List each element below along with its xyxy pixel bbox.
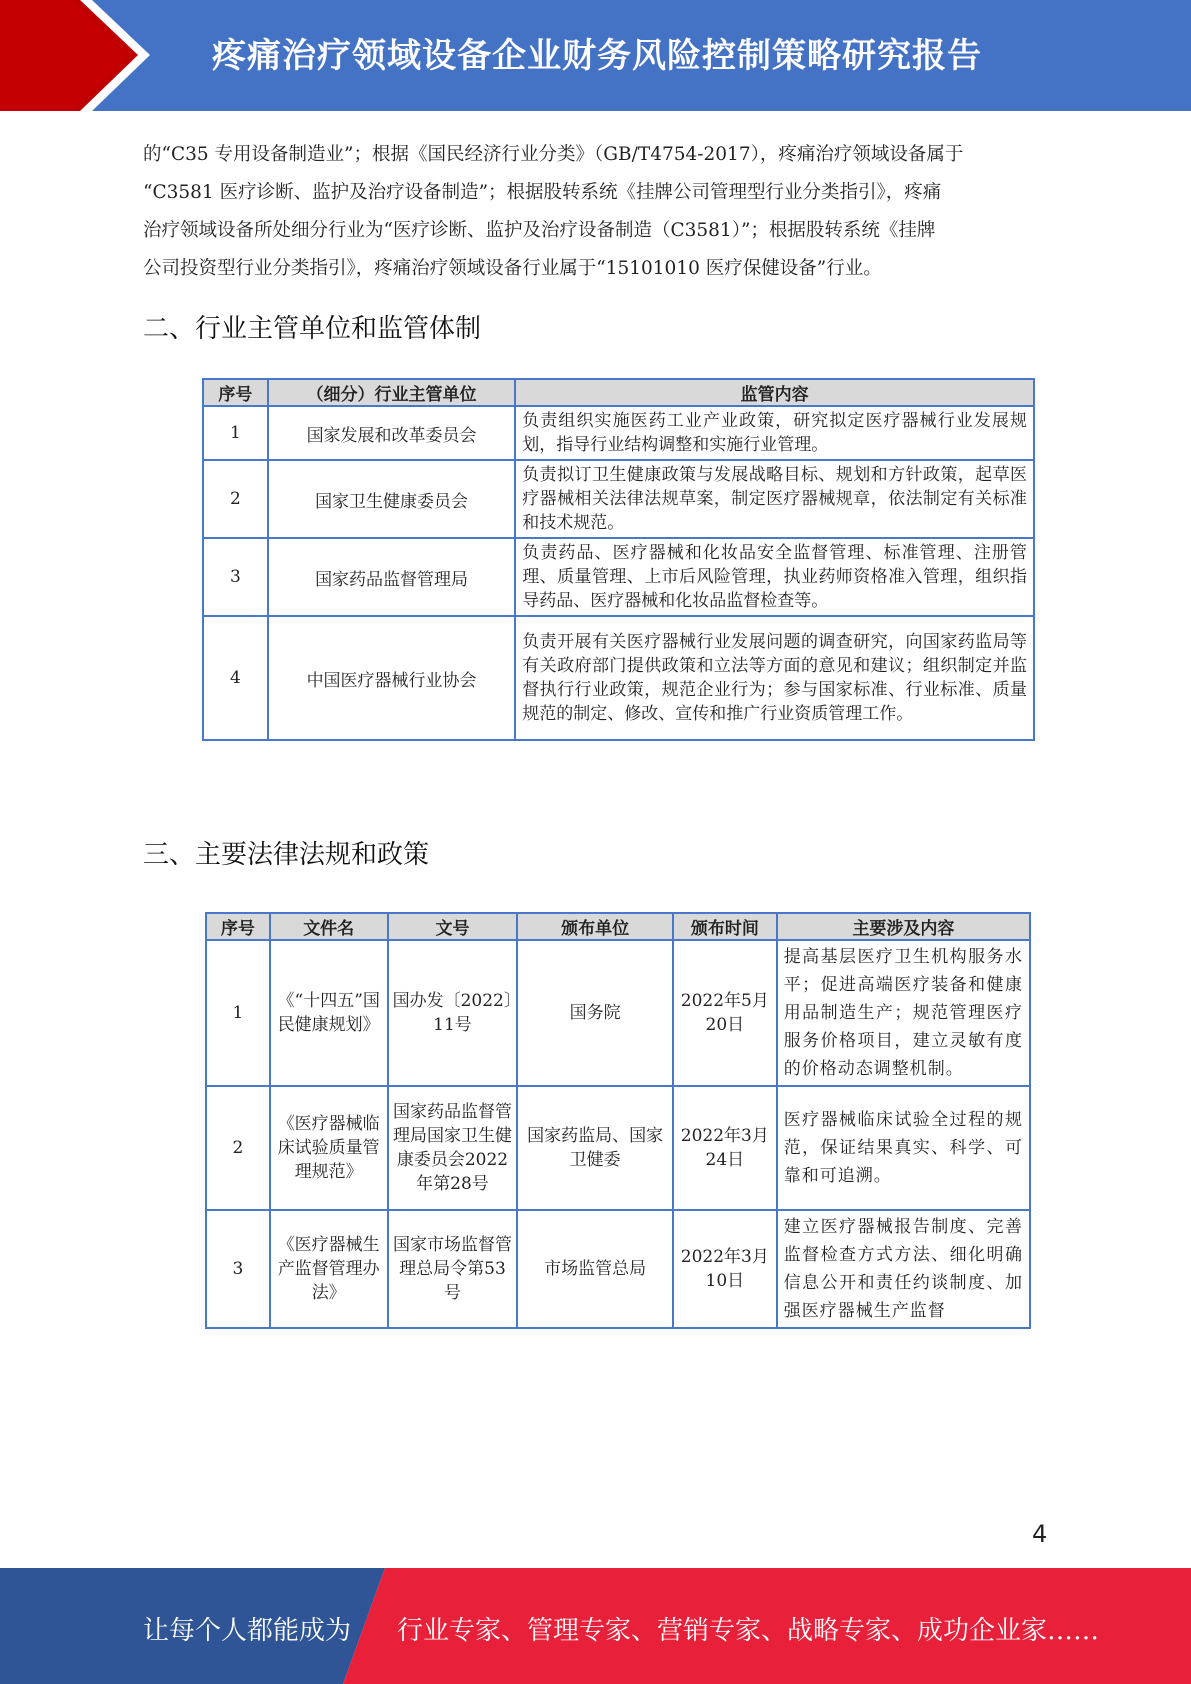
table-row xyxy=(203,538,1034,616)
cell-issuer: 市场监管总局 xyxy=(517,1210,673,1328)
cell-content: 负责组织实施医药工业产业政策，研究拟定医疗器械行业发展规划，指导行业结构调整和实施行业管理。 xyxy=(515,406,1034,460)
table-row xyxy=(203,460,1034,538)
cell-content: 建立医疗器械报告制度、完善监督检查方式方法、细化明确信息公开和责任约谈制度、加强医疗器械生产监督 xyxy=(777,1210,1030,1328)
cell-issuer: 国务院 xyxy=(517,940,673,1086)
cell-doc: 国办发〔2022〕11号 xyxy=(388,940,518,1086)
cell-name: 《医疗器械临床试验质量管理规范》 xyxy=(270,1086,388,1210)
report-title: 疼痛治疗领域设备企业财务风险控制策略研究报告 xyxy=(212,36,982,76)
cell-content: 负责拟订卫生健康政策与发展战略目标、规划和方针政策，起草医疗器械相关法律法规草案，制定医疗器械规章，依法制定有关标准和技术规范。 xyxy=(515,460,1034,538)
col-header-no: 序号 xyxy=(206,913,270,940)
table-row xyxy=(203,406,1034,460)
col-header-content: 监管内容 xyxy=(515,379,1034,406)
cell-no: 1 xyxy=(206,940,270,1086)
cell-content: 提高基层医疗卫生机构服务水平；促进高端医疗装备和健康用品制造生产；规范管理医疗服务价格项目，建立灵敏有度的价格动态调整机制。 xyxy=(777,940,1030,1086)
col-header-no: 序号 xyxy=(203,379,268,406)
cell-unit: 国家发展和改革委员会 xyxy=(268,406,515,460)
cell-no: 2 xyxy=(206,1086,270,1210)
cell-date: 2022年3月24日 xyxy=(673,1086,777,1210)
cell-date: 2022年3月10日 xyxy=(673,1210,777,1328)
col-header-name: 文件名 xyxy=(270,913,388,940)
cell-content: 医疗器械临床试验全过程的规范，保证结果真实、科学、可靠和可追溯。 xyxy=(777,1086,1030,1210)
cell-no: 2 xyxy=(203,460,268,538)
section-heading-laws: 三、主要法律法规和政策 xyxy=(143,840,430,870)
cell-name: 《医疗器械生产监督管理办法》 xyxy=(270,1210,388,1328)
cell-content: 负责开展有关医疗器械行业发展问题的调查研究，向国家药监局等有关政府部门提供政策和立法等方面的意见和建议；组织制定并监督执行行业政策，规范企业行为；参与国家标准、行业标准、质量规范的制定、修改、宣传和推广行业资质管理工作。 xyxy=(515,616,1034,740)
table-row xyxy=(206,1086,1030,1210)
col-header-issuer: 颁布单位 xyxy=(517,913,673,940)
col-header-doc: 文号 xyxy=(388,913,518,940)
intro-line: “C3581 医疗诊断、监护及治疗设备制造”；根据股转系统《挂牌公司管理型行业分类指引》，疼痛 xyxy=(143,182,942,203)
intro-line: 治疗领域设备所处细分行业为“医疗诊断、监护及治疗设备制造（C3581）”；根据股转系统《挂牌 xyxy=(143,220,936,241)
cell-no: 1 xyxy=(203,406,268,460)
col-header-date: 颁布时间 xyxy=(673,913,777,940)
laws-table xyxy=(205,912,1031,1329)
regulators-table xyxy=(202,378,1035,741)
section-heading-regulators: 二、行业主管单位和监管体制 xyxy=(143,314,482,344)
cell-content: 负责药品、医疗器械和化妆品安全监督管理、标准管理、注册管理、质量管理、上市后风险管理，执业药师资格准入管理，组织指导药品、医疗器械和化妆品监督检查等。 xyxy=(515,538,1034,616)
intro-paragraph xyxy=(143,136,1053,288)
header-banner xyxy=(0,0,1191,111)
cell-no: 3 xyxy=(203,538,268,616)
cell-unit: 国家卫生健康委员会 xyxy=(268,460,515,538)
cell-date: 2022年5月20日 xyxy=(673,940,777,1086)
footer-slogan-right: 行业专家、管理专家、营销专家、战略专家、成功企业家…… xyxy=(397,1616,1100,1646)
footer-banner xyxy=(0,1568,1191,1684)
table-header-row xyxy=(206,913,1030,940)
intro-line: 公司投资型行业分类指引》，疼痛治疗领域设备行业属于“15101010 医疗保健设备”行业。 xyxy=(143,258,882,279)
cell-no: 4 xyxy=(203,616,268,740)
table-row xyxy=(203,616,1034,740)
col-header-content: 主要涉及内容 xyxy=(777,913,1030,940)
cell-unit: 国家药品监督管理局 xyxy=(268,538,515,616)
col-header-unit: （细分）行业主管单位 xyxy=(268,379,515,406)
table-row xyxy=(206,1210,1030,1328)
cell-doc: 国家市场监督管理总局令第53号 xyxy=(388,1210,518,1328)
cell-name: 《“十四五”国民健康规划》 xyxy=(270,940,388,1086)
cell-unit: 中国医疗器械行业协会 xyxy=(268,616,515,740)
cell-doc: 国家药品监督管理局国家卫生健康委员会2022年第28号 xyxy=(388,1086,518,1210)
table-header-row xyxy=(203,379,1034,406)
page-number: 4 xyxy=(1032,1520,1048,1548)
table-row xyxy=(206,940,1030,1086)
footer-slogan-left: 让每个人都能成为 xyxy=(143,1616,352,1646)
cell-issuer: 国家药监局、国家卫健委 xyxy=(517,1086,673,1210)
intro-line: 的“C35 专用设备制造业”；根据《国民经济行业分类》（GB/T4754-2017），疼痛治疗领域设备属于 xyxy=(143,144,964,165)
cell-no: 3 xyxy=(206,1210,270,1328)
